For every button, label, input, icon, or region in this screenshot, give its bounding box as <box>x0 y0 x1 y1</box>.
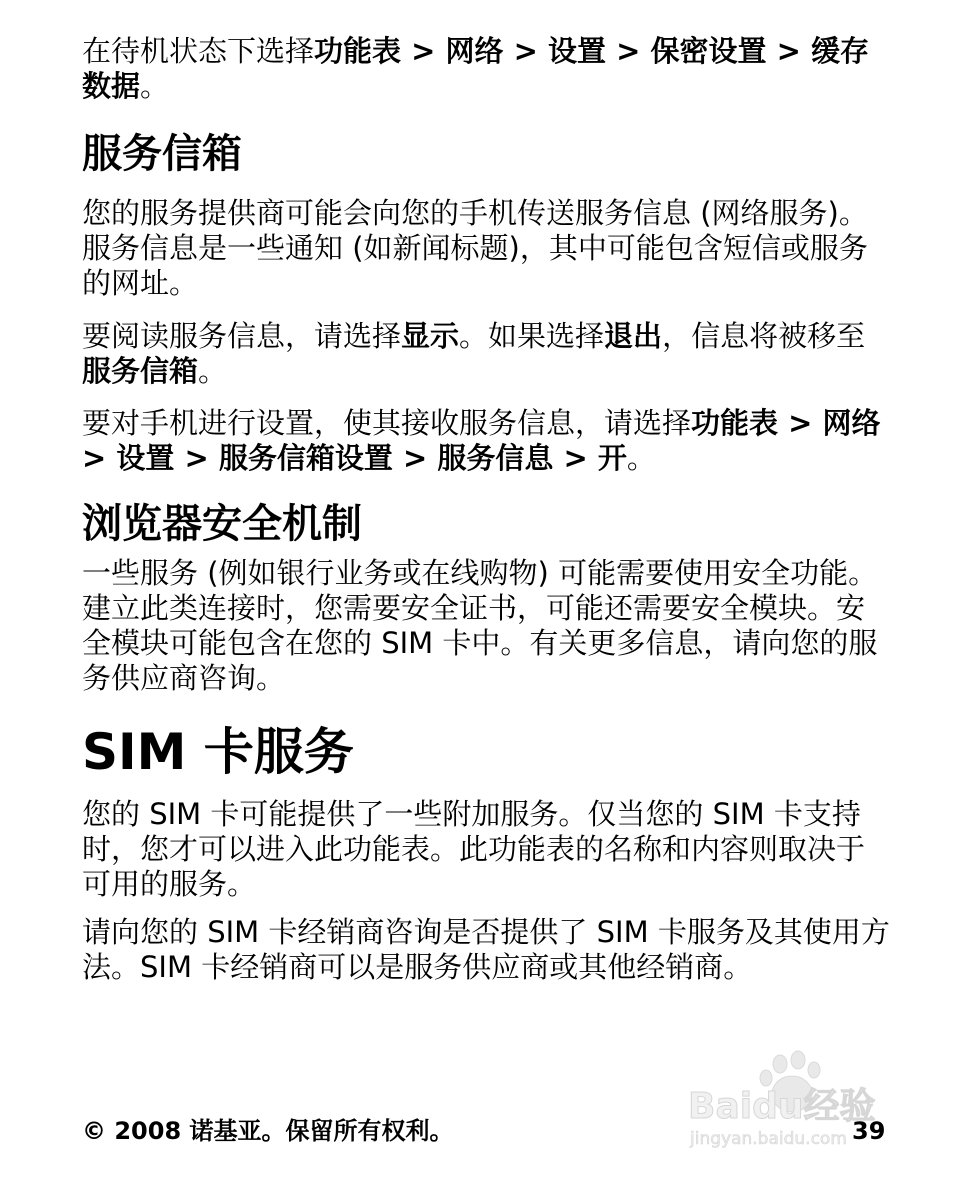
para2-show: 显示 <box>401 319 460 353</box>
watermark-url: jingyan.baidu.com <box>690 1129 847 1149</box>
para2-text-4: 。 <box>198 354 228 388</box>
para2-exit: 退出 <box>604 319 663 353</box>
service-inbox-para-3 <box>82 406 892 476</box>
sim-services-heading: SIM 卡服务 <box>82 723 354 781</box>
para3-text-1: 要对手机进行设置，使其接收服务信息，请选择 <box>82 406 692 440</box>
para2-inbox: 服务信箱 <box>82 354 199 388</box>
service-inbox-para-1: 您的服务提供商可能会向您的手机传送服务信息 (网络服务)。 服务信息是一些通知 (如新闻标题)，其中可能包含短信或服务的网址。 <box>82 196 868 300</box>
intro-text: 在待机状态下选择 <box>82 34 315 68</box>
service-inbox-para-2 <box>82 319 892 389</box>
intro-end: 。 <box>140 69 170 103</box>
intro-menu-path: 功能表 > 网络 > 设置 > 保密设置 > 缓存数据 <box>82 34 869 103</box>
intro-paragraph <box>82 34 892 104</box>
para2-text-2: 。如果选择 <box>459 319 605 353</box>
page-number: 39 <box>852 1117 886 1145</box>
para2-text-1: 要阅读服务信息，请选择 <box>82 319 402 353</box>
para3-text-2: 。 <box>626 441 656 475</box>
para2-text-3: ，信息将被移至 <box>662 319 866 353</box>
sim-services-para-1: 您的 SIM 卡可能提供了一些附加服务。仅当您的 SIM 卡支持时，您才可以进入此功能表。此功能表的名称和内容则取决于可用的服务。 <box>82 797 866 901</box>
para3-menu-path: 功能表 > 网络 > 设置 > 服务信箱设置 > 服务信息 > 开 <box>82 406 881 475</box>
browser-security-para-1: 一些服务 (例如银行业务或在线购物) 可能需要使用安全功能。建立此类连接时，您需要安全证书，可能还需要安全模块。安全模块可能包含在您的 SIM 卡中。有关更多信息，请向您的服务供应商咨询。 <box>82 556 878 695</box>
sim-services-para-2: 请向您的 SIM 卡经销商咨询是否提供了 SIM 卡服务及其使用方法。SIM 卡经销商可以是服务供应商或其他经销商。 <box>82 915 890 984</box>
watermark-brand: Baidu经验 <box>688 1086 876 1127</box>
service-inbox-heading: 服务信箱 <box>82 131 242 177</box>
copyright-text: © 2008 诺基亚。保留所有权利。 <box>82 1117 454 1145</box>
browser-security-heading: 浏览器安全机制 <box>82 501 362 547</box>
